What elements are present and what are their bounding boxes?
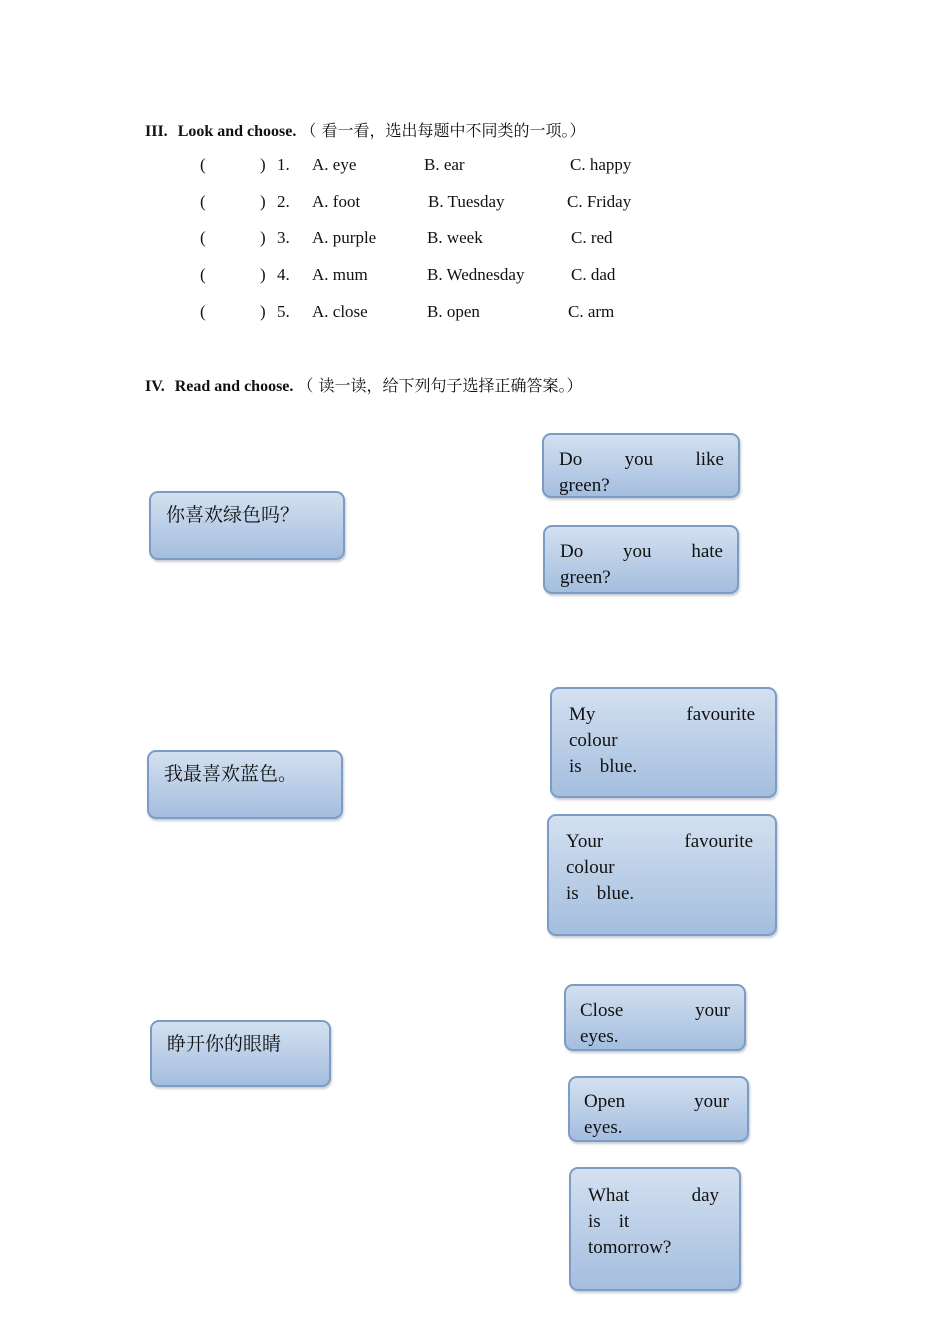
- option-box-close-your-eyes[interactable]: [564, 984, 746, 1051]
- section-3-roman: III.: [145, 123, 168, 140]
- option-line: [560, 565, 723, 591]
- option-word: is: [569, 756, 582, 777]
- option-word: is: [566, 883, 579, 904]
- option-word: What: [588, 1185, 630, 1206]
- option-a: A. close: [312, 302, 368, 321]
- option-line: [559, 447, 724, 473]
- answer-open-paren: (: [200, 228, 206, 247]
- option-b: B. Wednesday: [427, 265, 525, 284]
- question-row-3: [0, 228, 950, 252]
- answer-close-paren: ): [260, 302, 266, 321]
- chinese-prompt-text: 我最喜欢蓝色。: [164, 763, 298, 785]
- answer-open-paren: (: [200, 302, 206, 321]
- option-box-my-favourite-colour[interactable]: [550, 687, 777, 798]
- chinese-prompt-text: 你喜欢绿色吗？: [166, 504, 300, 526]
- option-line: [566, 855, 753, 881]
- option-line: [588, 1209, 719, 1235]
- option-word: Do: [560, 541, 584, 562]
- question-number: 5.: [277, 302, 290, 321]
- answer-close-paren: ): [260, 192, 266, 211]
- section-3-instruction: （ 看一看，选出每题中不同类的一项。）: [300, 121, 586, 140]
- option-word: favourite: [686, 704, 755, 725]
- option-line: [584, 1115, 729, 1141]
- option-word: green?: [559, 475, 610, 496]
- option-box-open-your-eyes[interactable]: [568, 1076, 749, 1142]
- answer-close-paren: ): [260, 228, 266, 247]
- option-word: Close: [580, 1000, 624, 1021]
- option-word: favourite: [684, 831, 753, 852]
- question-row-5: [0, 302, 950, 326]
- answer-close-paren: ): [260, 155, 266, 174]
- option-word: blue.: [599, 756, 638, 777]
- answer-open-paren: (: [200, 265, 206, 284]
- section-4-title: Read and choose.: [174, 378, 294, 395]
- question-row-1: [0, 155, 950, 179]
- option-word: tomorrow?: [588, 1237, 672, 1258]
- option-c: C. dad: [571, 265, 616, 284]
- option-c: C. arm: [568, 302, 615, 321]
- option-line: [580, 998, 730, 1024]
- option-box-your-favourite-colour[interactable]: [547, 814, 777, 936]
- option-word: eyes.: [584, 1117, 623, 1138]
- section-3-heading: [145, 118, 585, 141]
- option-box-do-you-hate-green[interactable]: [543, 525, 739, 594]
- question-number: 3.: [277, 228, 290, 247]
- option-word: it: [618, 1211, 630, 1232]
- option-word: My: [569, 704, 596, 725]
- option-line: [559, 473, 724, 499]
- section-3-title: Look and choose.: [177, 123, 297, 140]
- option-word: your: [694, 1091, 729, 1112]
- section-4-heading: [145, 373, 583, 396]
- answer-open-paren: (: [200, 155, 206, 174]
- option-line: [569, 728, 755, 754]
- option-word: day: [691, 1185, 719, 1206]
- option-line: [580, 1024, 730, 1050]
- option-b: B. week: [427, 228, 483, 247]
- option-line: [569, 754, 755, 780]
- option-word: is: [588, 1211, 601, 1232]
- question-number: 1.: [277, 155, 290, 174]
- option-word: you: [623, 541, 652, 562]
- option-line: [584, 1089, 729, 1115]
- option-line: [588, 1235, 719, 1261]
- option-box-do-you-like-green[interactable]: [542, 433, 740, 498]
- option-b: B. ear: [424, 155, 465, 174]
- option-b: B. Tuesday: [428, 192, 505, 211]
- question-number: 4.: [277, 265, 290, 284]
- option-a: A. eye: [312, 155, 357, 174]
- option-word: hate: [691, 541, 723, 562]
- question-number: 2.: [277, 192, 290, 211]
- option-line: [588, 1183, 719, 1209]
- option-word: Open: [584, 1091, 626, 1112]
- option-word: colour: [569, 730, 618, 751]
- question-row-2: [0, 192, 950, 216]
- chinese-prompt-box-1[interactable]: [149, 491, 345, 560]
- section-4-instruction: （ 读一读，给下列句子选择正确答案。）: [297, 376, 583, 395]
- option-word: Do: [559, 449, 583, 470]
- option-word: green?: [560, 567, 611, 588]
- option-word: colour: [566, 857, 615, 878]
- chinese-prompt-text: 睁开你的眼睛: [167, 1033, 282, 1055]
- option-line: [569, 702, 755, 728]
- option-box-what-day-is-it-tomorrow[interactable]: [569, 1167, 741, 1291]
- section-4-roman: IV.: [145, 378, 165, 395]
- option-word: eyes.: [580, 1026, 619, 1047]
- chinese-prompt-box-2[interactable]: [147, 750, 343, 819]
- option-a: A. purple: [312, 228, 377, 247]
- answer-close-paren: ): [260, 265, 266, 284]
- option-word: blue.: [596, 883, 635, 904]
- option-b: B. open: [427, 302, 480, 321]
- option-a: A. mum: [312, 265, 368, 284]
- option-word: Your: [566, 831, 604, 852]
- option-c: C. Friday: [567, 192, 632, 211]
- option-word: like: [695, 449, 724, 470]
- option-word: you: [624, 449, 654, 470]
- chinese-prompt-box-3[interactable]: [150, 1020, 331, 1087]
- option-line: [566, 829, 753, 855]
- option-c: C. red: [571, 228, 613, 247]
- answer-open-paren: (: [200, 192, 206, 211]
- option-c: C. happy: [570, 155, 632, 174]
- question-row-4: [0, 265, 950, 289]
- option-line: [566, 881, 753, 907]
- option-word: your: [695, 1000, 730, 1021]
- option-a: A. foot: [312, 192, 361, 211]
- option-line: [560, 539, 723, 565]
